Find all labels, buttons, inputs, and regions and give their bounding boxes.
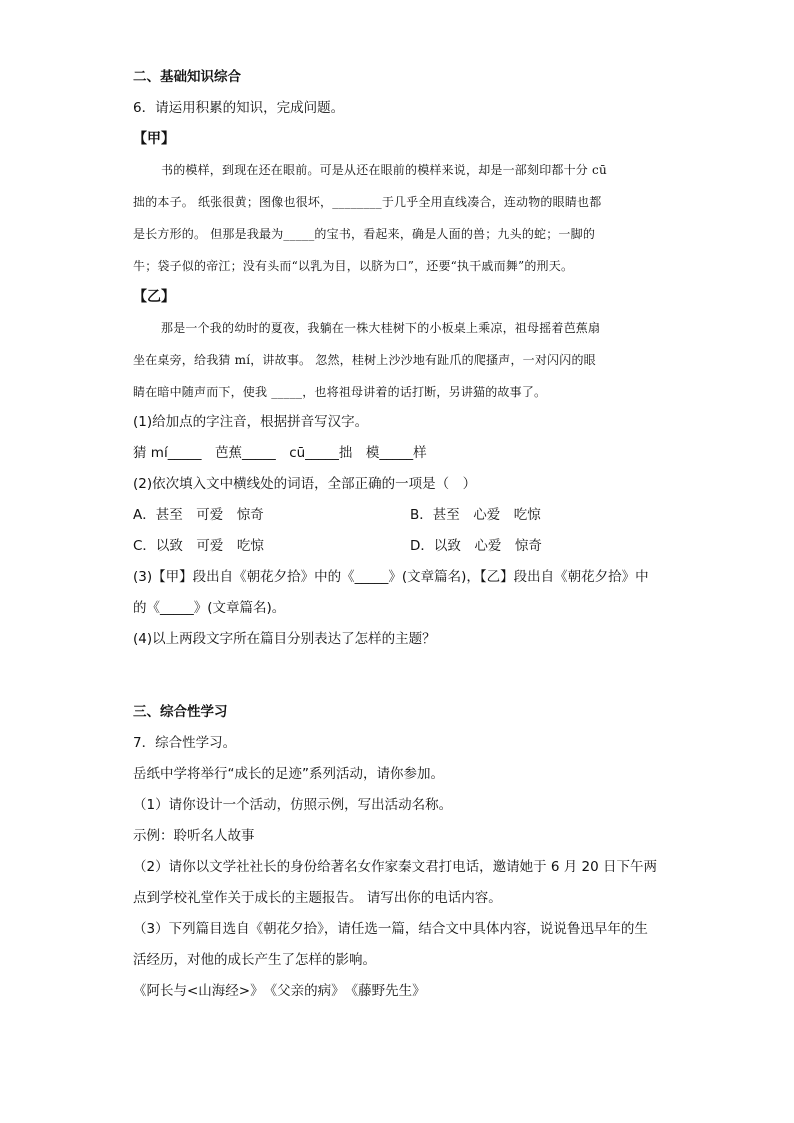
passage-yi-line: 那是一个我的幼时的夏夜，我躺在一株大桂树下的小板桌上乘凉，祖母摇着芭蕉扇: [161, 321, 601, 335]
sub-question-3-cont: 的《_____》(文章篇名)。: [133, 600, 286, 616]
question-6-title: 6．请运用积累的知识，完成问题。: [133, 100, 345, 116]
question-7-part-2-cont: 点到学校礼堂作关于成长的主题报告。 请写出你的电话内容。: [133, 890, 502, 906]
question-7-title: 7．综合性学习。: [133, 735, 237, 751]
question-7-part-3: （3）下列篇目选自《朝花夕拾》，请任选一篇，结合文中具体内容，说说鲁迅早年的生: [133, 921, 648, 937]
question-7-book-titles: 《阿长与<山海经>》 《父亲的病》 《藤野先生》: [133, 983, 426, 999]
section-heading-basic-knowledge: 二、基础知识综合: [133, 69, 241, 85]
question-7-part-3-cont: 活经历，对他的成长产生了怎样的影响。: [133, 952, 376, 968]
passage-yi-line: 坐在桌旁，给我猜 mí，讲故事。 忽然，桂树上沙沙地有趾爪的爬搔声，一对闪闪的眼: [133, 353, 596, 367]
section-heading-comprehensive-learning: 三、综合性学习: [133, 704, 228, 720]
sub-question-4: (4)以上两段文字所在篇目分别表达了怎样的主题？: [133, 631, 436, 647]
passage-jia-line: 是长方形的。 但那是我最为_____的宝书，看起来，确是人面的兽；九头的蛇；一脚的: [133, 227, 596, 241]
question-7-example: 示例：聆听名人故事: [133, 828, 255, 844]
sub-question-2: (2)依次填入文中横线处的词语，全部正确的一项是（ ）: [133, 476, 477, 492]
option-d: D．以致 心爱 惊奇: [410, 538, 542, 554]
passage-jia-label: 【甲】: [133, 131, 175, 147]
passage-jia-line: 书的模样，到现在还在眼前。可是从还在眼前的模样来说，却是一部刻印都十分 cū: [161, 163, 607, 177]
sub-question-1: (1)给加点的字注音，根据拼音写汉字。: [133, 414, 369, 430]
option-c: C．以致 可爱 吃惊: [133, 538, 264, 554]
option-a: A．甚至 可爱 惊奇: [133, 507, 264, 523]
sub-question-3: (3)【甲】段出自《朝花夕拾》中的《_____》(文章篇名)，【乙】段出自《朝花夕拾》中: [133, 569, 649, 585]
question-7-intro: 岳纸中学将举行“成长的足迹”系列活动，请你参加。: [133, 766, 444, 782]
passage-jia-line: 拙的本子。 纸张很黄；图像也很坏，________于几乎全用直线凑合，连动物的眼睛也都: [133, 195, 602, 209]
sub-question-1-fill: 猜 mí_____ 芭蕉_____ cū_____拙 模_____样: [133, 445, 427, 461]
question-7-part-1: （1）请你设计一个活动，仿照示例，写出活动名称。: [133, 797, 453, 813]
question-7-part-2: （2）请你以文学社社长的身份给著名女作家秦文君打电话，邀请她于 6 月 20 日下午两: [133, 859, 658, 875]
passage-yi-line: 睛在暗中随声而下，使我 _____，也将祖母讲着的话打断，另讲猫的故事了。: [133, 385, 547, 399]
option-b: B．甚至 心爱 吃惊: [410, 507, 541, 523]
passage-yi-label: 【乙】: [133, 289, 175, 305]
passage-jia-line: 牛；袋子似的帝江；没有头而“以乳为目，以脐为口”，还要“执干戚而舞”的刑天。: [133, 259, 574, 273]
